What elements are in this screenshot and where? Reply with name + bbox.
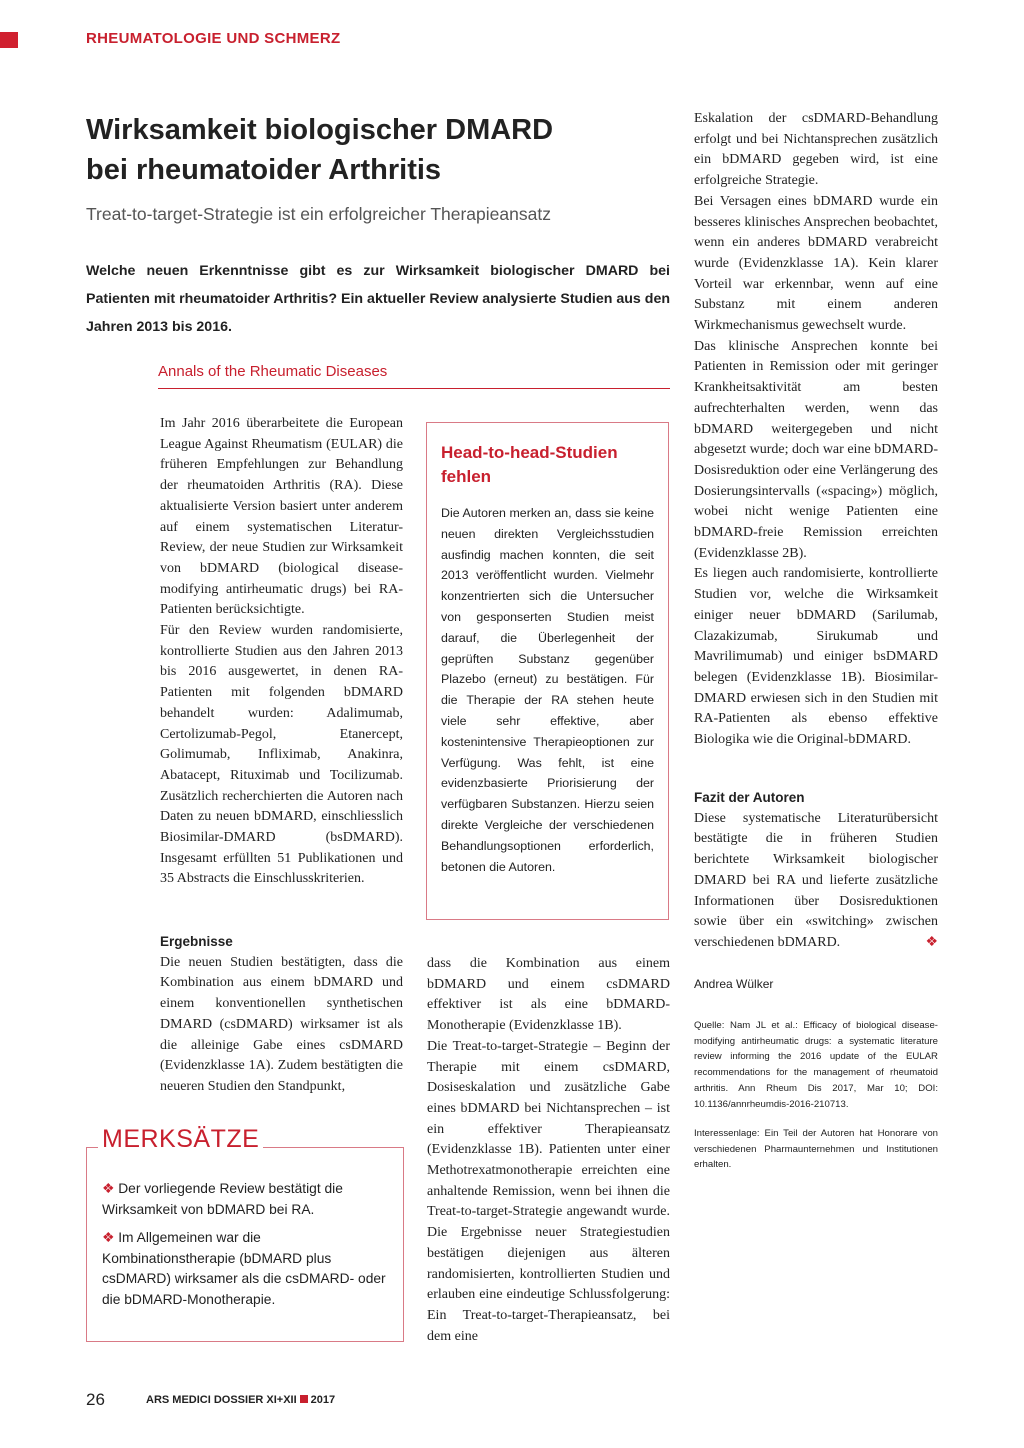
page-number: 26 xyxy=(86,1390,105,1409)
body-paragraph: Es liegen auch randomisierte, kontrollierte Studien vor, welche die Wirksamkeit einiger neuer bDMARD (Sarilumab, Clazakizumab, Sirukumab und Mavrilimumab) und einiger bsDMARD belegen (Evidenzklasse 1B). Biosimilar-DMARD erwiesen sich in den Studien mit RA-Patienten als ebenso effektive Biologika wie die Original-bDMARD. xyxy=(694,566,938,748)
body-paragraph: Eskalation der csDMARD-Behandlung erfolgt und bei Nichtansprechen zusätzlich ein bDMARD gegeben wird, ist eine erfolgreiche Strategie. xyxy=(694,111,938,189)
head-to-head-title: Head-to-head-Studien fehlen xyxy=(441,443,618,486)
end-mark-icon: ❖ xyxy=(925,934,938,950)
conflict-of-interest: Interessenlage: Ein Teil der Autoren hat Honorare von verschiedenen Pharmaunternehmen und Institutionen erhalten. xyxy=(694,1128,938,1171)
section-heading-fazit: Fazit der Autoren xyxy=(694,790,805,805)
merksaetze-item xyxy=(102,1228,392,1310)
section-label: RHEUMATOLOGIE UND SCHMERZ xyxy=(86,30,341,47)
footer-publication xyxy=(146,1394,335,1406)
body-paragraph: Das klinische Ansprechen konnte bei Patienten in Remission oder mit geringer Krankheitsaktivität am besten aufrechterhalten werden, wenn das bDMARD weitergegeben und nicht abgesetzt wurde; doch war eine bDMARD-Dosisreduktion oder eine Verlängerung des Dosierungsintervalls («spacing») möglich, wobei nicht wenige Patienten eine bDMARD-freie Remission erreichten (Evidenzklasse 2B). xyxy=(694,338,938,561)
merksaetze-title: MERKSÄTZE xyxy=(102,1125,260,1153)
bullet-diamond-icon: ❖ xyxy=(102,1230,115,1245)
merksaetze-item-text: Im Allgemeinen war die Kombinationstherapie (bDMARD plus csDMARD) wirksamer als die csDMARD- oder die bDMARD-Monotherapie. xyxy=(102,1230,386,1307)
head-to-head-box xyxy=(426,422,669,920)
journal-name: Annals of the Rheumatic Diseases xyxy=(158,363,388,380)
merksaetze-item xyxy=(102,1179,392,1220)
author-name: Andrea Wülker xyxy=(694,977,774,991)
article-title xyxy=(86,110,646,190)
footer-square-icon xyxy=(300,1395,308,1403)
article-subtitle: Treat-to-target-Strategie ist ein erfolgreicher Therapieansatz xyxy=(86,204,551,224)
body-paragraph: Für den Review wurden randomisierte, kontrollierte Studien aus den Jahren 2013 bis 2016 ausgewertet, in denen RA-Patienten mit folgenden bDMARD behandelt wurden: Adalimumab, Certolizumab-Pegol, Etanercept, Golimumab, Infliximab, Anakinra, Abatacept, Rituximab und Tocilizumab. Zusätzlich recherchierten die Autoren nach Daten zu neuen bDMARD, einschliesslich Biosimilar-DMARD (bsDMARD). Insgesamt erfüllten 51 Publikationen und 35 Abstracts die Einschlusskriterien. xyxy=(160,623,403,887)
body-column-1-top xyxy=(160,414,403,890)
publication-name: ARS MEDICI DOSSIER XI+XII xyxy=(146,1394,297,1406)
journal-divider xyxy=(158,388,670,389)
body-paragraph: Die Treat-to-target-Strategie – Beginn der Therapie mit einem csDMARD, Dosiseskalation und zusätzliche Gabe eines bDMARD bei Nichtansprechen – ist ein effektiver Therapieansatz (Evidenzklasse 1B). Patienten unter einer Methotrexatmonotherapie erreichten eine anhaltende Remission, wenn bei ihnen die Treat-to-target-Strategie angewandt wurde. Die Ergebnisse neuer Strategiestudien bestätigen diejenigen aus älteren randomisierten, kontrollierten Studien und erlauben eine eindeutige Schlussfolgerung: Ein Treat-to-target-Therapieansatz, bei dem eine xyxy=(427,1038,670,1344)
merksaetze-item-text: Der vorliegende Review bestätigt die Wirksamkeit von bDMARD bei RA. xyxy=(102,1181,343,1217)
body-column-2 xyxy=(427,954,670,1347)
body-paragraph: Die neuen Studien bestätigten, dass die Kombination aus einem bDMARD und einem konventionellen synthetischen DMARD (csDMARD) wirksamer ist als die alleinige Gabe eines csDMARD (Evidenzklasse 1A). Zudem bestätigten die neueren Studien den Standpunkt, xyxy=(160,954,403,1094)
body-paragraph xyxy=(694,809,938,954)
body-paragraph: Im Jahr 2016 überarbeitete die European League Against Rheumatism (EULAR) die früheren Empfehlungen zur Behandlung der rheumatoiden Arthritis (RA). Diese aktualisierte Version basiert unter anderem auf einem systematischen Literatur-Review, der neue Studien zur Wirksamkeit von bDMARD (biological disease-modifying antirheumatic drugs) bei RA-Patienten berücksichtigte. xyxy=(160,416,403,618)
merksaetze-border-segment xyxy=(86,1147,98,1148)
body-column-1-bottom xyxy=(160,932,403,1098)
article-title-line: Wirksamkeit biologischer DMARD xyxy=(86,114,554,146)
article-lead: Welche neuen Erkenntnisse gibt es zur Wirksamkeit biologischer DMARD bei Patienten mit rheumatoider Arthritis? Ein aktueller Review analysierte Studien aus den Jahren 2013 bis 2016. xyxy=(86,263,670,335)
body-paragraph: dass die Kombination aus einem bDMARD und einem csDMARD effektiver ist als eine bDMARD-Monotherapie (Evidenzklasse 1B). xyxy=(427,956,670,1034)
source-citation: Quelle: Nam JL et al.: Efficacy of biological disease-modifying antirheumatic drugs: a systematic literature review informing the 2016 update of the EULAR recommendations for the management of rheumatoid arthritis. Ann Rheum Dis 2017, Mar 10; DOI: 10.1136/annrheumdis-2016-210713. xyxy=(694,1020,938,1110)
head-to-head-text: Die Autoren merken an, dass sie keine neuen direkten Vergleichsstudien ausfindig machen konnten, die seit 2013 veröffentlicht wurden. Vielmehr konzentrierten sich die Untersucher von gesponserten Studien meist darauf, die Überlegenheit der geprüften Substanz gegenüber Plazebo (erneut) zu bestätigen. Für die Therapie der RA stehen heute viele sehr effektive, aber kostenintensive Therapieoptionen zur Verfügung. Was fehlt, ist eine evidenzbasierte Priorisierung der verfügbaren Substanzen. Hierzu seien direkte Vergleiche der verschiedenen Behandlungsoptionen erforderlich, betonen die Autoren. xyxy=(441,506,654,874)
body-column-3-bottom xyxy=(694,788,938,954)
publication-year: 2017 xyxy=(310,1394,336,1406)
fazit-text: Diese systematische Literaturübersicht bestätigte die in früheren Studien berichtete Wirksamkeit biologischer DMARD bei RA und lieferte zusätzliche Informationen über Dosisreduktionen sowie über ein «switching» zwischen verschiedenen bDMARD. xyxy=(694,810,938,950)
article-title-line: bei rheumatoider Arthritis xyxy=(86,154,442,186)
body-paragraph: Bei Versagen eines bDMARD wurde ein besseres klinisches Ansprechen beobachtet, wenn ein anderes bDMARD verabreicht wurde (Evidenzklasse 1A). Kein klarer Vorteil war erkennbar, wenn auf eine Substanz mit einem anderen Wirkmechanismus gewechselt wurde. xyxy=(694,193,938,334)
body-column-3-top xyxy=(694,109,938,751)
section-marker-square xyxy=(0,32,18,48)
bullet-diamond-icon: ❖ xyxy=(102,1181,115,1196)
merksaetze-border-segment xyxy=(263,1147,404,1148)
section-heading-ergebnisse: Ergebnisse xyxy=(160,934,233,949)
